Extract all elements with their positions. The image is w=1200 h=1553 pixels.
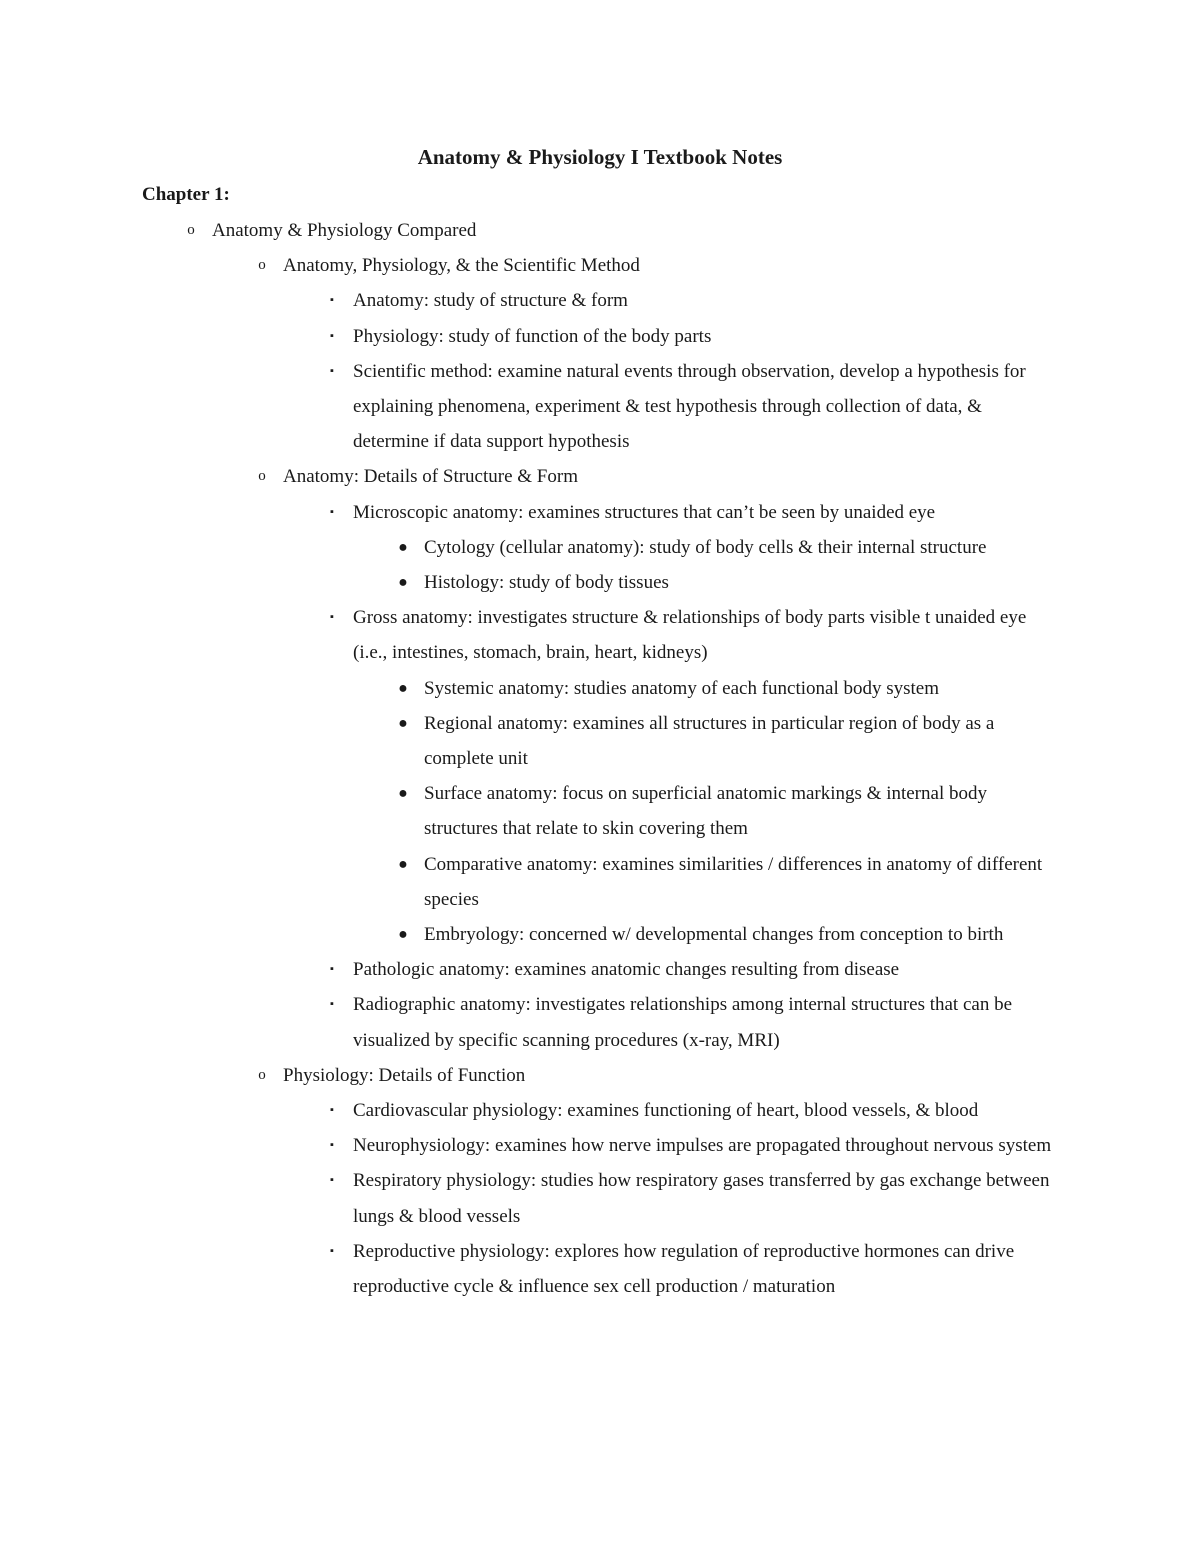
outline-item-level-4 [0, 565, 1200, 600]
outline-item-level-3 [0, 495, 1200, 530]
outline-item-level-2 [0, 459, 1200, 494]
outline-item-text: Anatomy: Details of Structure & Form [283, 466, 578, 488]
square-bullet-icon: ▪ [330, 364, 334, 377]
outline-item-text: Scientific method: examine natural events through observation, develop a hypothesis for explaining phenomena, experiment & test hypothesis through collection of data, & determine if data support hypothesis [353, 360, 1026, 453]
outline-item-text: Respiratory physiology: studies how respiratory gases transferred by gas exchange between lungs & blood vessels [353, 1170, 1050, 1227]
filled-circle-bullet-icon: ● [398, 574, 408, 592]
hollow-circle-bullet-icon: o [258, 468, 266, 485]
outline-item-level-3 [0, 1163, 1200, 1233]
square-bullet-icon: ▪ [330, 1104, 334, 1117]
outline-item-level-3 [0, 987, 1200, 1057]
outline-item-level-1 [0, 213, 1200, 248]
outline-item-level-3 [0, 1093, 1200, 1128]
outline-item-level-4 [0, 776, 1200, 846]
outline-item-text: Physiology: Details of Function [283, 1064, 526, 1086]
hollow-circle-bullet-icon: o [187, 222, 195, 238]
document-title: Anatomy & Physiology I Textbook Notes [417, 145, 783, 169]
square-bullet-icon: ▪ [330, 294, 334, 307]
chapter-heading: Chapter 1: [142, 184, 230, 205]
outline-item-text: Neurophysiology: examines how nerve impulses are propagated throughout nervous system [353, 1135, 1052, 1157]
outline-item-level-4 [0, 706, 1200, 776]
notes-outline [0, 213, 1200, 1304]
outline-item-text: Anatomy & Physiology Compared [212, 220, 477, 241]
outline-item-text: Physiology: study of function of the body parts [353, 325, 712, 347]
outline-item-text: Anatomy: study of structure & form [353, 290, 628, 312]
outline-item-text: Cytology (cellular anatomy): study of body cells & their internal structure [424, 536, 987, 558]
outline-item-level-3 [0, 1234, 1200, 1304]
filled-circle-bullet-icon: ● [398, 714, 408, 732]
outline-item-text: Regional anatomy: examines all structures in particular region of body as a complete unit [424, 712, 995, 770]
outline-item-level-3 [0, 319, 1200, 354]
square-bullet-icon: ▪ [330, 998, 334, 1011]
outline-item-level-3 [0, 952, 1200, 987]
outline-item-level-4 [0, 671, 1200, 706]
square-bullet-icon: ▪ [330, 1174, 334, 1187]
square-bullet-icon: ▪ [330, 1139, 334, 1152]
outline-item-text: Microscopic anatomy: examines structures that can’t be seen by unaided eye [353, 501, 936, 523]
outline-item-text: Reproductive physiology: explores how regulation of reproductive hormones can drive reproductive cycle & influence sex cell production / maturation [353, 1240, 1015, 1298]
square-bullet-icon: ▪ [330, 963, 334, 976]
outline-item-text: Histology: study of body tissues [424, 572, 669, 594]
square-bullet-icon: ▪ [330, 611, 334, 624]
square-bullet-icon: ▪ [330, 1244, 334, 1257]
filled-circle-bullet-icon: ● [398, 679, 408, 697]
outline-item-level-4 [0, 917, 1200, 952]
outline-item-text: Gross anatomy: investigates structure & relationships of body parts visible t unaided eye (i.e., intestines, stomach, brain, heart, kidneys) [353, 607, 1027, 664]
outline-item-text: Embryology: concerned w/ developmental changes from conception to birth [424, 924, 1004, 946]
hollow-circle-bullet-icon: o [258, 1066, 266, 1083]
outline-item-level-4 [0, 530, 1200, 565]
outline-item-text: Surface anatomy: focus on superficial anatomic markings & internal body structures that relate to skin covering them [424, 783, 987, 840]
outline-item-text: Cardiovascular physiology: examines functioning of heart, blood vessels, & blood [353, 1100, 979, 1122]
outline-item-level-3 [0, 283, 1200, 318]
outline-item-level-3 [0, 354, 1200, 460]
outline-item-level-3 [0, 1128, 1200, 1163]
filled-circle-bullet-icon: ● [398, 785, 408, 803]
outline-item-text: Radiographic anatomy: investigates relationships among internal structures that can be visualized by specific scanning procedures (x-ray, MRI) [353, 994, 1013, 1051]
outline-item-level-3 [0, 600, 1200, 670]
square-bullet-icon: ▪ [330, 329, 334, 342]
filled-circle-bullet-icon: ● [398, 855, 408, 873]
outline-item-level-4 [0, 847, 1200, 917]
hollow-circle-bullet-icon: o [258, 257, 266, 274]
filled-circle-bullet-icon: ● [398, 538, 408, 556]
filled-circle-bullet-icon: ● [398, 926, 408, 944]
outline-item-text: Anatomy, Physiology, & the Scientific Method [283, 255, 640, 277]
square-bullet-icon: ▪ [330, 505, 334, 518]
outline-item-text: Systemic anatomy: studies anatomy of each functional body system [424, 677, 940, 699]
outline-item-text: Pathologic anatomy: examines anatomic changes resulting from disease [353, 959, 900, 981]
outline-item-level-2 [0, 248, 1200, 283]
outline-item-level-2 [0, 1058, 1200, 1093]
outline-item-text: Comparative anatomy: examines similarities / differences in anatomy of different species [424, 853, 1043, 910]
